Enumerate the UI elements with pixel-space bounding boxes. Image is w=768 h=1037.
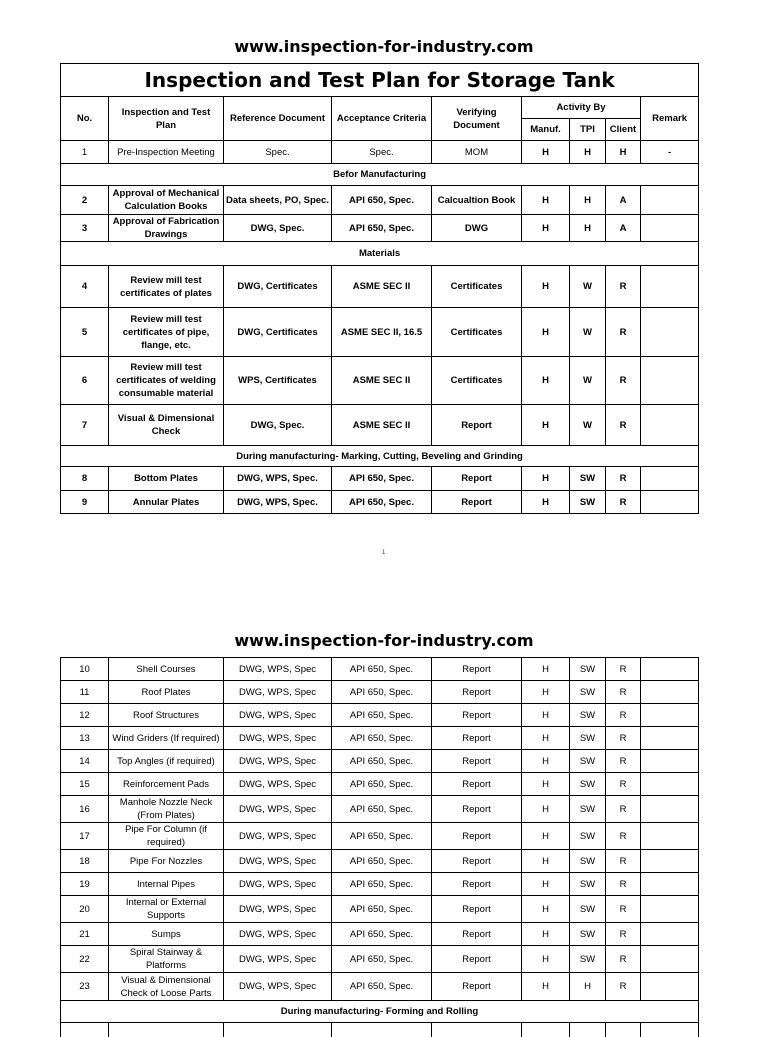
row-no: 14 [61,750,109,773]
row-plan: Bottom Plates [109,467,224,491]
row-no: 5 [61,308,109,357]
row-tpi: SW [570,796,606,823]
row-client: R [606,946,641,973]
row-reference: DWG, WPS, Spec. [224,491,332,514]
row-verifying: Report [432,727,522,750]
row-plan: Sumps [109,923,224,946]
row-remark [641,850,699,873]
row-reference: DWG, WPS, Spec [224,973,332,1001]
header-tpi: TPI [570,119,606,141]
row-plan: Shell Courses [109,658,224,681]
row-client: R [606,467,641,491]
row-client: R [606,823,641,850]
row-verifying: Calcualtion Book [432,186,522,215]
row-acceptance: API 650, Spec. [332,681,432,704]
site-url-header-page-2: www.inspection-for-industry.com [234,631,534,650]
row-no [61,1023,109,1037]
row-reference: Data sheets, PO, Spec. [224,186,332,215]
row-tpi: SW [570,873,606,896]
row-manuf: H [522,704,570,727]
row-tpi: SW [570,658,606,681]
row-plan: Pipe For Nozzles [109,850,224,873]
row-plan: Internal Pipes [109,873,224,896]
row-acceptance: ASME SEC II [332,357,432,405]
row-remark [641,823,699,850]
row-manuf: H [522,750,570,773]
row-tpi: SW [570,850,606,873]
row-verifying: Report [432,923,522,946]
itp-table-page-1 [60,63,699,514]
row-client: R [606,658,641,681]
row-plan: Wind Griders (If required) [109,727,224,750]
row-manuf [522,1023,570,1037]
row-verifying: Report [432,823,522,850]
row-tpi: SW [570,946,606,973]
row-client: R [606,266,641,308]
row-tpi: SW [570,896,606,923]
table-row [61,796,699,823]
row-no: 19 [61,873,109,896]
row-acceptance: API 650, Spec. [332,727,432,750]
row-client: R [606,357,641,405]
row-plan: Annular Plates [109,491,224,514]
table-row [61,923,699,946]
row-tpi [570,1023,606,1037]
row-remark: - [641,141,699,164]
row-acceptance: API 650, Spec. [332,773,432,796]
row-acceptance: API 650, Spec. [332,873,432,896]
row-tpi: SW [570,923,606,946]
row-no: 11 [61,681,109,704]
row-tpi: SW [570,750,606,773]
row-manuf: H [522,266,570,308]
row-manuf: H [522,186,570,215]
header-activity-by: Activity By [522,97,641,119]
header-plan: Inspection and Test Plan [109,97,224,141]
document-title: Inspection and Test Plan for Storage Tank [61,64,699,97]
table-row [61,467,699,491]
row-no: 22 [61,946,109,973]
row-reference: DWG, WPS, Spec [224,681,332,704]
row-verifying [432,1023,522,1037]
page-number: 1 [382,550,386,556]
row-manuf: H [522,946,570,973]
row-no: 16 [61,796,109,823]
table-row [61,973,699,1001]
row-remark [641,704,699,727]
row-acceptance: ASME SEC II [332,266,432,308]
row-verifying: Report [432,973,522,1001]
row-no: 17 [61,823,109,850]
site-url-header: www.inspection-for-industry.com [234,37,534,56]
row-plan: Review mill test certificates of plates [109,266,224,308]
row-tpi: H [570,186,606,215]
table-row [61,491,699,514]
row-verifying: Report [432,946,522,973]
row-reference: DWG, WPS, Spec [224,823,332,850]
row-client: A [606,215,641,242]
row-client: R [606,750,641,773]
row-client: R [606,727,641,750]
row-client: R [606,491,641,514]
row-tpi: SW [570,681,606,704]
row-tpi: H [570,215,606,242]
row-verifying: Report [432,405,522,446]
row-verifying: DWG [432,215,522,242]
row-remark [641,1023,699,1037]
row-verifying: Report [432,681,522,704]
row-no: 18 [61,850,109,873]
header-manuf: Manuf. [522,119,570,141]
row-acceptance: ASME SEC II, 16.5 [332,308,432,357]
row-remark [641,873,699,896]
row-verifying: Report [432,873,522,896]
row-verifying: Report [432,773,522,796]
table-row [61,141,699,164]
row-verifying: Certificates [432,308,522,357]
table-row [61,850,699,873]
row-manuf: H [522,796,570,823]
row-remark [641,796,699,823]
row-no: 23 [61,973,109,1001]
row-plan: Reinforcement Pads [109,773,224,796]
row-manuf: H [522,681,570,704]
row-manuf: H [522,405,570,446]
row-manuf: H [522,896,570,923]
row-plan: Review mill test certificates of pipe, flange, etc. [109,308,224,357]
row-remark [641,773,699,796]
table-row [61,308,699,357]
row-remark [641,973,699,1001]
table-row [61,727,699,750]
header-verifying: Verifying Document [432,97,522,141]
row-plan: Manhole Nozzle Neck (From Plates) [109,796,224,823]
row-manuf: H [522,823,570,850]
row-remark [641,467,699,491]
table-row [61,266,699,308]
row-acceptance: API 650, Spec. [332,973,432,1001]
row-plan: Approval of Mechanical Calculation Books [109,186,224,215]
table-row [61,704,699,727]
row-no: 1 [61,141,109,164]
header-no: No. [61,97,109,141]
row-reference: DWG, WPS, Spec [224,773,332,796]
row-acceptance: API 650, Spec. [332,850,432,873]
row-remark [641,215,699,242]
row-acceptance: API 650, Spec. [332,658,432,681]
row-remark [641,896,699,923]
row-acceptance: API 650, Spec. [332,704,432,727]
row-remark [641,923,699,946]
row-acceptance: API 650, Spec. [332,467,432,491]
row-no: 10 [61,658,109,681]
row-no: 21 [61,923,109,946]
table-row [61,186,699,215]
row-acceptance: API 650, Spec. [332,186,432,215]
row-reference: DWG, WPS, Spec [224,658,332,681]
row-remark [641,727,699,750]
row-client: R [606,873,641,896]
row-acceptance: API 650, Spec. [332,896,432,923]
row-verifying: Report [432,896,522,923]
row-reference: DWG, Spec. [224,215,332,242]
row-plan: Top Angles (if required) [109,750,224,773]
row-remark [641,946,699,973]
row-verifying: Report [432,850,522,873]
row-remark [641,266,699,308]
row-client: R [606,773,641,796]
table-row [61,823,699,850]
row-manuf: H [522,215,570,242]
row-acceptance: API 650, Spec. [332,491,432,514]
row-tpi: H [570,973,606,1001]
row-remark [641,658,699,681]
header-acceptance: Acceptance Criteria [332,97,432,141]
row-plan: Visual & Dimensional Check [109,405,224,446]
row-reference: DWG, WPS, Spec [224,946,332,973]
table-row [61,946,699,973]
row-reference: DWG, Certificates [224,266,332,308]
row-acceptance: API 650, Spec. [332,750,432,773]
row-tpi: SW [570,467,606,491]
row-client: R [606,896,641,923]
row-manuf: H [522,141,570,164]
row-manuf: H [522,773,570,796]
row-acceptance: API 650, Spec. [332,823,432,850]
row-plan: Visual & Dimensional Check of Loose Parts [109,973,224,1001]
row-reference: DWG, WPS, Spec [224,896,332,923]
header-reference: Reference Document [224,97,332,141]
row-acceptance: API 650, Spec. [332,923,432,946]
section-heading: During manufacturing- Forming and Rolling [61,1001,699,1023]
row-plan: Roof Plates [109,681,224,704]
row-reference: Spec. [224,141,332,164]
table-row [61,215,699,242]
row-acceptance [332,1023,432,1037]
section-heading: During manufacturing- Marking, Cutting, Beveling and Grinding [61,446,699,467]
section-heading: Befor Manufacturing [61,164,699,186]
row-client: R [606,850,641,873]
row-verifying: Certificates [432,266,522,308]
row-acceptance: API 650, Spec. [332,215,432,242]
header-remark: Remark [641,97,699,141]
row-tpi: H [570,141,606,164]
row-reference: DWG, WPS, Spec [224,923,332,946]
row-acceptance: Spec. [332,141,432,164]
row-plan: Spiral Stairway & Platforms [109,946,224,973]
table-row [61,873,699,896]
row-remark [641,491,699,514]
row-no: 20 [61,896,109,923]
row-remark [641,750,699,773]
row-plan: Pipe For Column (if required) [109,823,224,850]
row-verifying: Report [432,467,522,491]
row-manuf: H [522,923,570,946]
row-manuf: H [522,658,570,681]
row-acceptance: API 650, Spec. [332,796,432,823]
row-manuf: H [522,491,570,514]
row-tpi: W [570,308,606,357]
row-no: 9 [61,491,109,514]
row-tpi: SW [570,491,606,514]
row-no: 7 [61,405,109,446]
row-no: 6 [61,357,109,405]
row-manuf: H [522,467,570,491]
row-plan [109,1023,224,1037]
row-client: R [606,704,641,727]
row-no: 8 [61,467,109,491]
row-acceptance: ASME SEC II [332,405,432,446]
row-verifying: Certificates [432,357,522,405]
row-plan: Review mill test certificates of welding consumable material [109,357,224,405]
row-tpi: SW [570,773,606,796]
row-client: A [606,186,641,215]
table-row [61,750,699,773]
row-client: R [606,923,641,946]
row-no: 4 [61,266,109,308]
row-no: 13 [61,727,109,750]
row-client: R [606,796,641,823]
table-row [61,681,699,704]
row-client: H [606,141,641,164]
table-row [61,896,699,923]
row-manuf: H [522,308,570,357]
row-reference: DWG, WPS, Spec. [224,467,332,491]
row-client: R [606,308,641,357]
row-verifying: MOM [432,141,522,164]
row-reference: DWG, WPS, Spec [224,727,332,750]
row-tpi: W [570,357,606,405]
row-reference: WPS, Certificates [224,357,332,405]
row-verifying: Report [432,796,522,823]
row-client [606,1023,641,1037]
row-tpi: W [570,266,606,308]
row-reference: DWG, WPS, Spec [224,873,332,896]
row-reference: DWG, WPS, Spec [224,850,332,873]
row-plan: Internal or External Supports [109,896,224,923]
row-reference: DWG, Certificates [224,308,332,357]
row-remark [641,357,699,405]
table-row-partial [61,1023,699,1037]
table-row [61,405,699,446]
row-manuf: H [522,873,570,896]
row-plan: Pre-Inspection Meeting [109,141,224,164]
row-no: 2 [61,186,109,215]
row-remark [641,308,699,357]
row-verifying: Report [432,658,522,681]
row-remark [641,186,699,215]
row-no: 15 [61,773,109,796]
row-remark [641,405,699,446]
header-client: Client [606,119,641,141]
row-plan: Approval of Fabrication Drawings [109,215,224,242]
row-tpi: SW [570,704,606,727]
table-row [61,773,699,796]
row-manuf: H [522,727,570,750]
row-client: R [606,405,641,446]
row-remark [641,681,699,704]
row-reference: DWG, WPS, Spec [224,750,332,773]
row-manuf: H [522,850,570,873]
row-client: R [606,973,641,1001]
row-tpi: W [570,405,606,446]
row-no: 12 [61,704,109,727]
row-verifying: Report [432,704,522,727]
row-reference: DWG, Spec. [224,405,332,446]
row-reference: DWG, WPS, Spec [224,704,332,727]
row-tpi: SW [570,727,606,750]
table-row [61,658,699,681]
row-manuf: H [522,357,570,405]
table-row [61,357,699,405]
row-verifying: Report [432,491,522,514]
section-heading: Materials [61,242,699,266]
row-manuf: H [522,973,570,1001]
row-acceptance: API 650, Spec. [332,946,432,973]
row-verifying: Report [432,750,522,773]
row-reference: DWG, WPS, Spec [224,796,332,823]
row-reference [224,1023,332,1037]
itp-table-page-2 [60,657,699,1037]
row-tpi: SW [570,823,606,850]
row-plan: Roof Structures [109,704,224,727]
row-client: R [606,681,641,704]
row-no: 3 [61,215,109,242]
